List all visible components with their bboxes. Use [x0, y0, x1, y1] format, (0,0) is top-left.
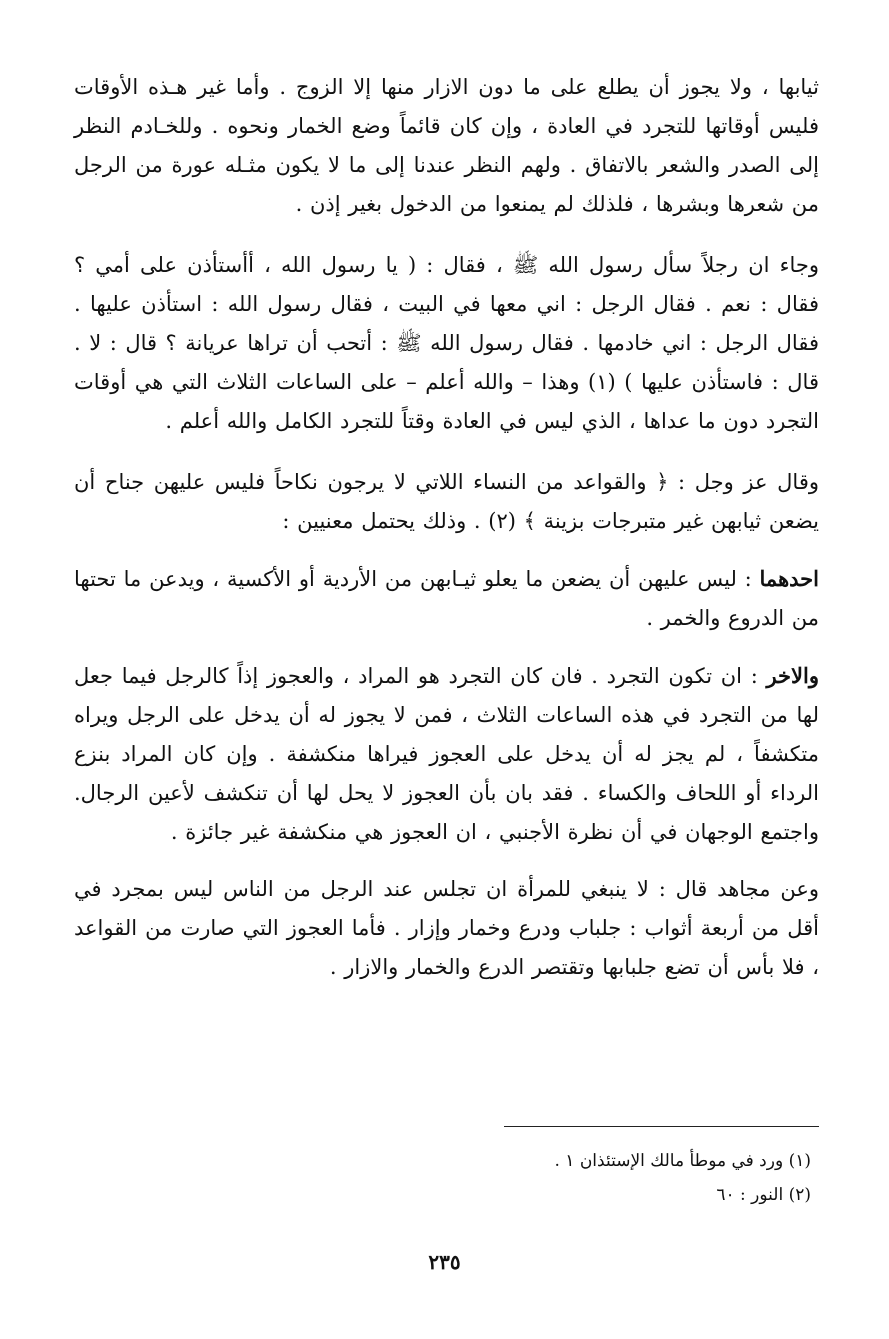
paragraph-5-text: : ان تكون التجرد . فان كان التجرد هو المراد ، والعجوز إذاً كالرجل فيما جعل لها من التجرد في هذه الساعات الثلاث ، فمن لا يجوز له أن يدخل على الرجل ويراه متكشفاً ، لم يجز له أن يدخل على العجوز فيراها منكشفة . وإن كان المراد بنزع الرداء أو اللحاف والكساء . فقد بان بأن العجوز لا يحل لها أن تنكشف لأعين الرجال. واجتمع الوجهان في أن نظرة الأجنبي ، ان العجوز هي منكشفة غير جائزة .: [74, 664, 819, 844]
paragraph-4: [74, 559, 819, 638]
paragraph-5-lead: والاخر: [766, 663, 819, 688]
footnotes: [300, 1144, 811, 1212]
footnote-2: (٢) النور : ٦٠: [716, 1185, 811, 1205]
paragraph-4-text: : ليس عليهن أن يضعن ما يعلو ثيـابهن من الأردية أو الأكسية ، ويدعن ما تحتها من الدروع والخمر .: [74, 567, 819, 630]
paragraph-6: وعن مجاهد قال : لا ينبغي للمرأة ان تجلس عند الرجل من الناس ليس بمجرد في أقل من أربعة أثواب : جلباب ودرع وخمار وإزار . فأما العجوز التي صارت من القواعد ، فلا بأس أن تضع جلبابها وتقتصر الدرع والخمار والازار .: [74, 877, 819, 979]
footnote-1: (١) ورد في موطأ مالك الإستئذان ١ .: [554, 1151, 811, 1171]
paragraph-3: وقال عز وجل : ﴿ والقواعد من النساء اللاتي لا يرجون نكاحاً فليس عليهن جناح أن يضعن ثيابهن غير متبرجات بزينة ﴾ (٢) . وذلك يحتمل معنيين :: [74, 470, 819, 533]
paragraph-5: [74, 656, 819, 852]
footnote-divider: [504, 1126, 819, 1127]
paragraph-4-lead: احدهما: [759, 566, 819, 591]
paragraph-1: ثيابها ، ولا يجوز أن يطلع على ما دون الازار منها إلا الزوج . وأما غير هـذه الأوقات فليس أوقاتها للتجرد في العادة ، وإن كان قائماً وضع الخمار ونحوه . وللخـادم النظر إلى الصدر والشعر بالاتفاق . ولهم النظر عندنا إلى ما لا يكون مثـله عورة من الرجل من شعرها وبشرها ، فلذلك لم يمنعوا من الدخول بغير إذن .: [74, 75, 819, 216]
paragraph-2: وجاء ان رجلاً سأل رسول الله ﷺ ، فقال : ( يا رسول الله ، أأستأذن على أمي ؟ فقال : نعم . فقال الرجل : اني معها في البيت ، فقال رسول الله : استأذن عليها . فقال الرجل : اني خادمها . فقال رسول الله ﷺ : أتحب أن تراها عريانة ؟ قال : لا . قال : فاستأذن عليها ) (١) وهذا – والله أعلم – على الساعات الثلاث التي هي أوقات التجرد دون ما عداها ، الذي ليس في العادة وقتاً للتجرد الكامل والله أعلم .: [74, 253, 819, 433]
page-number: ٢٣٥: [428, 1250, 461, 1274]
